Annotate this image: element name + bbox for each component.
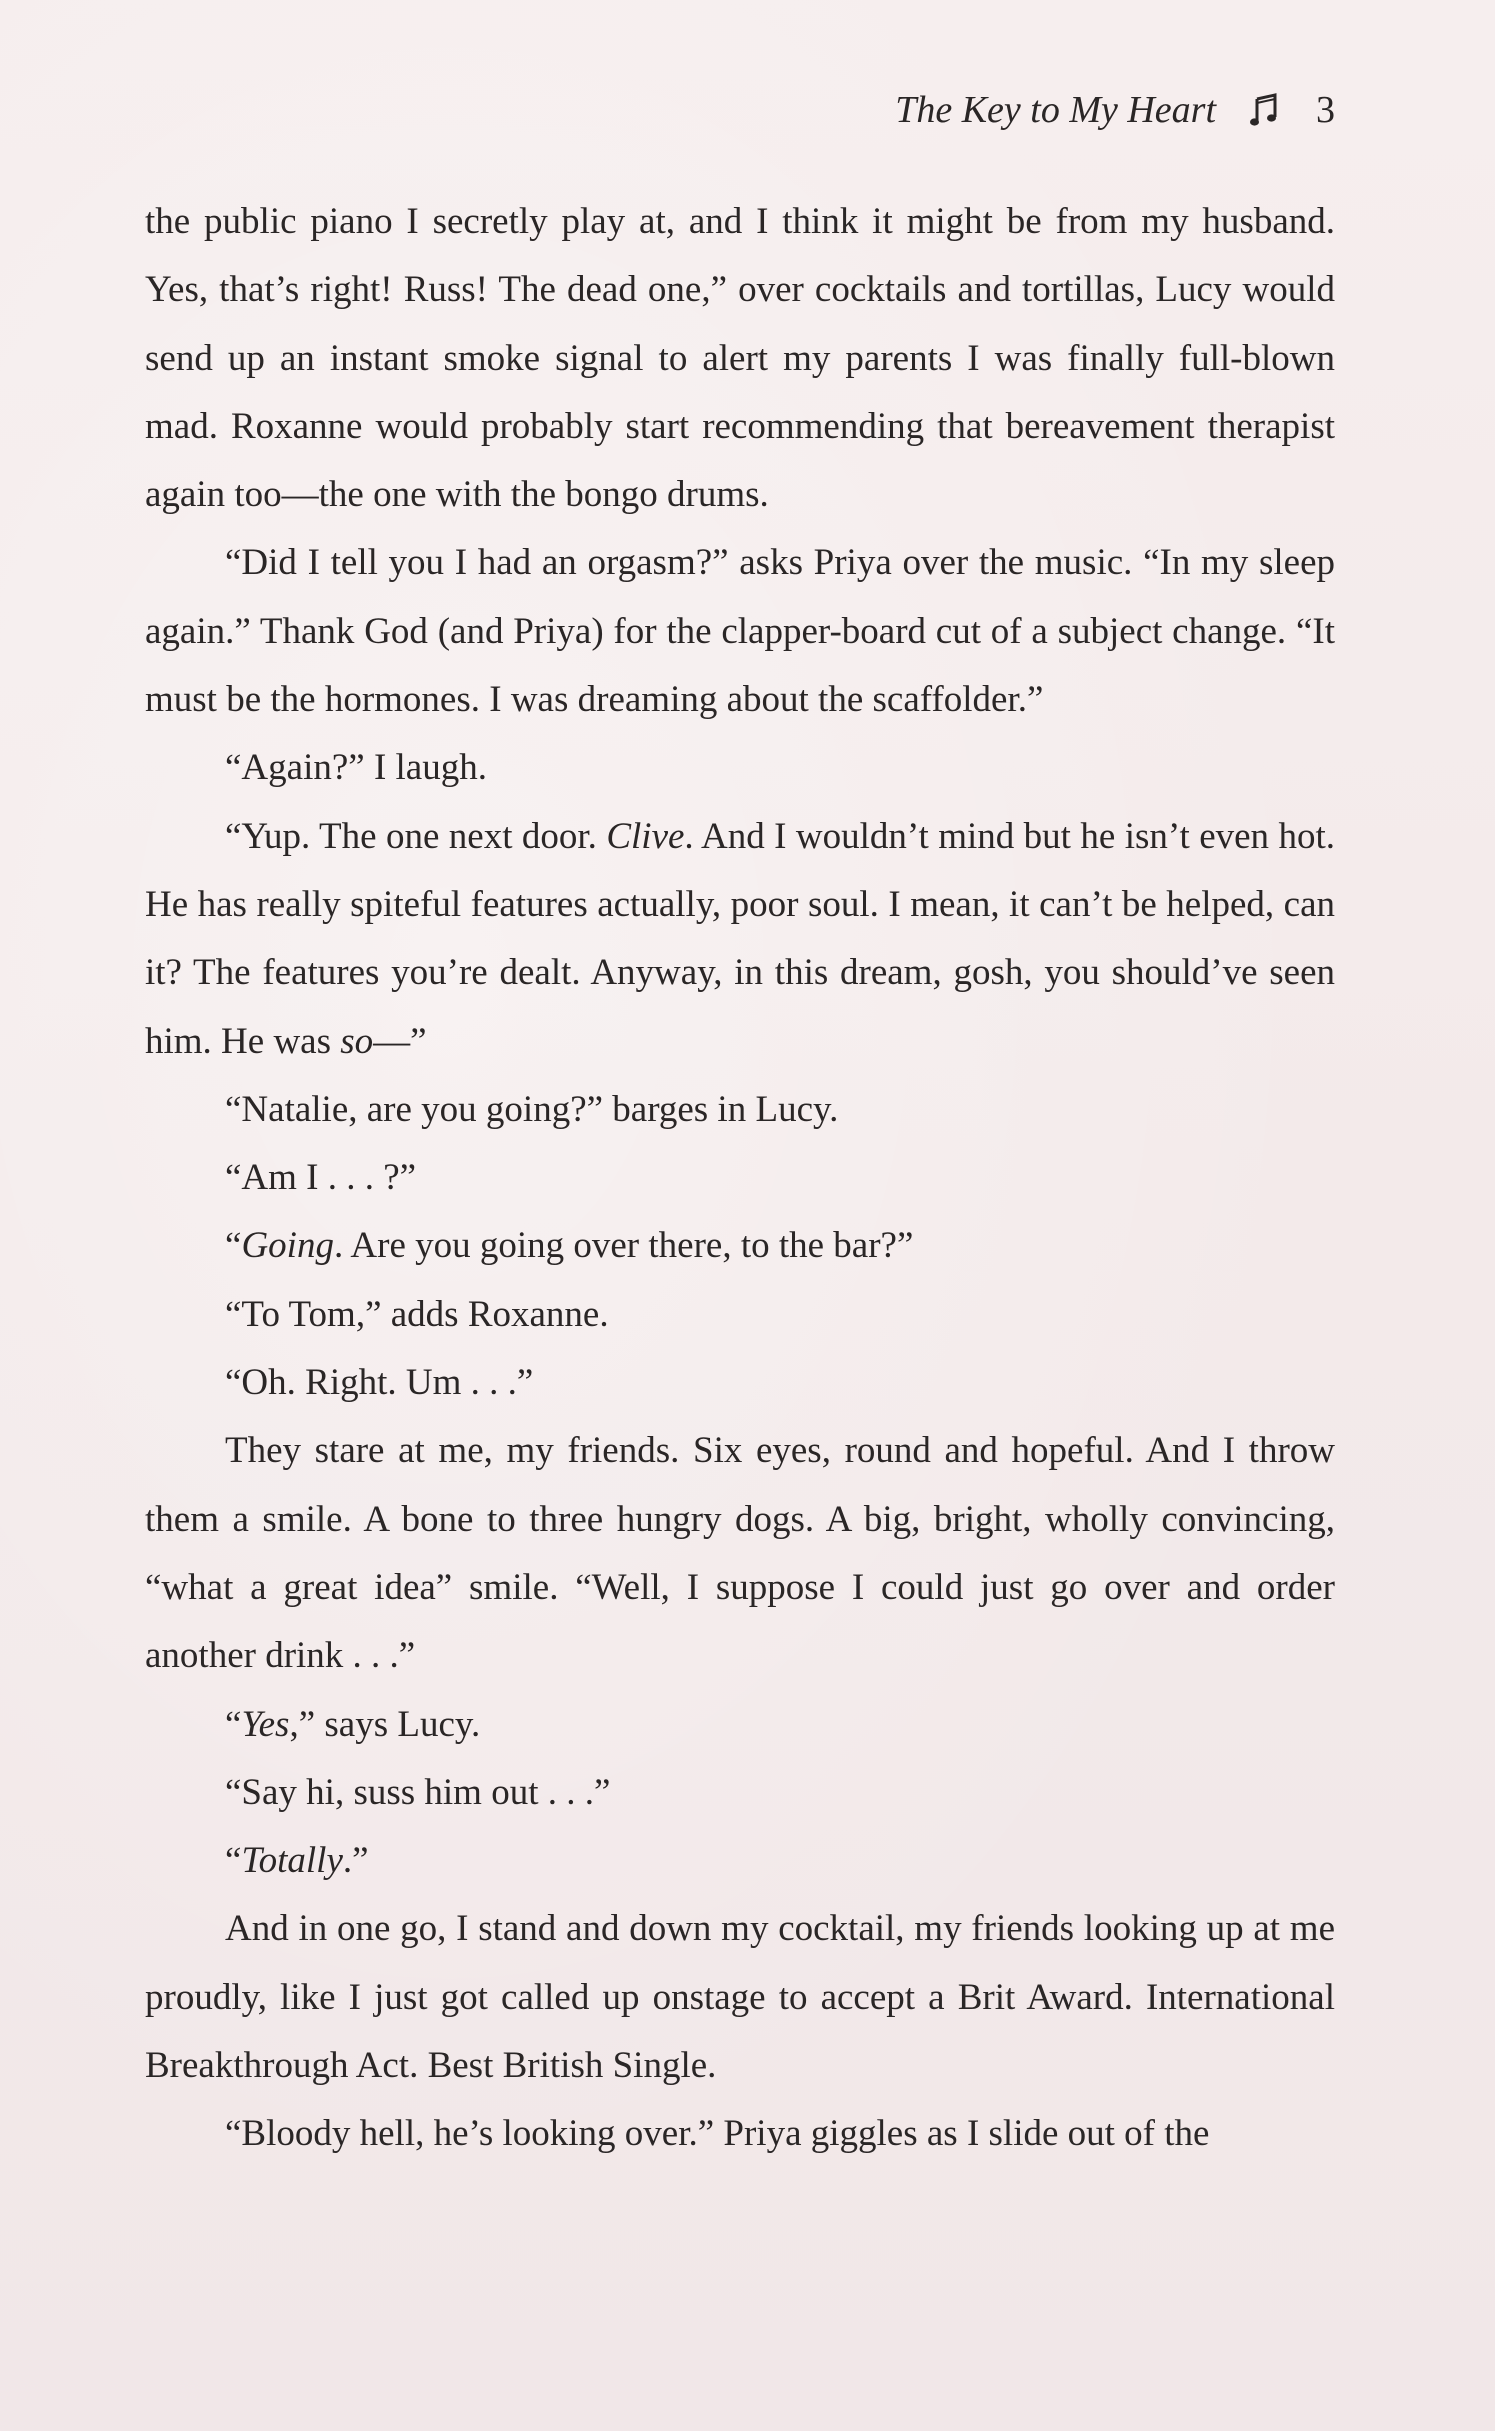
running-header (895, 88, 1335, 132)
text-run: . And I wouldn’t mind but he isn’t even hot. He has really spiteful features actually, poor soul. I mean, it can’t be helped, can it? The features you’re dealt. Anyway, in this dream, gosh, you should’ve seen him. He was (145, 815, 1335, 1062)
body-text (145, 188, 1335, 2169)
text-run: ,” says Lucy. (289, 1703, 481, 1745)
text-run: “ (225, 1703, 242, 1745)
paragraph (145, 1076, 1335, 1144)
italic-text: Clive (606, 815, 685, 857)
text-run: “Am I . . . ?” (225, 1157, 417, 1199)
paragraph (145, 734, 1335, 802)
text-run: —” (373, 1020, 427, 1062)
text-run: “Again?” I laugh. (225, 747, 487, 789)
text-run: .” (342, 1840, 369, 1882)
text-run: “Say hi, suss him out . . .” (225, 1771, 611, 1813)
paragraph (145, 1691, 1335, 1759)
text-run: “Did I tell you I had an orgasm?” asks Priya over the music. “In my sleep again.” Thank God (and Priya) for the clapper-board cut of a subject change. “It must be the hormones. I was dreaming about the scaffolder.” (145, 542, 1335, 721)
paragraph (145, 803, 1335, 1076)
paragraph (145, 1417, 1335, 1690)
paragraph (145, 1349, 1335, 1417)
paragraph (145, 1212, 1335, 1280)
text-run: “ (225, 1225, 242, 1267)
page-number: 3 (1316, 89, 1335, 131)
paragraph (145, 1827, 1335, 1895)
running-title: The Key to My Heart (895, 89, 1216, 131)
italic-text: Yes (241, 1703, 290, 1745)
paragraph (145, 1759, 1335, 1827)
italic-text: so (340, 1020, 374, 1062)
italic-text: Totally (241, 1840, 343, 1882)
italic-text: Going (241, 1225, 334, 1267)
text-run: “Oh. Right. Um . . .” (225, 1362, 534, 1404)
text-run: “To Tom,” adds Roxanne. (225, 1293, 609, 1335)
text-run: They stare at me, my friends. Six eyes, round and hopeful. And I throw them a smile. A bone to three hungry dogs. A big, bright, wholly convincing, “what a great idea” smile. “Well, I suppose I could just go over and order another drink . . .” (145, 1430, 1335, 1677)
text-run: “ (225, 1840, 242, 1882)
paragraph (145, 1144, 1335, 1212)
text-run: “Natalie, are you going?” barges in Lucy. (225, 1088, 839, 1130)
text-run: And in one go, I stand and down my cocktail, my friends looking up at me proudly, like I just got called up onstage to accept a Brit Award. International Breakthrough Act. Best British Single. (145, 1908, 1335, 2087)
paragraph (145, 529, 1335, 734)
text-run: . Are you going over there, to the bar?” (333, 1225, 914, 1267)
paragraph (145, 1895, 1335, 2100)
paragraph (145, 2100, 1335, 2168)
paragraph (145, 188, 1335, 529)
text-run: “Yup. The one next door. (225, 815, 607, 857)
text-run: the public piano I secretly play at, and I think it might be from my husband. Yes, that’s right! Russ! The dead one,” over cocktails and tortillas, Lucy would send up an instant smoke signal to alert my parents I was finally full-blown mad. Roxanne would probably start recommending that bereavement therapist again too—the one with the bongo drums. (145, 201, 1335, 516)
text-run: “Bloody hell, he’s looking over.” Priya giggles as I slide out of the (225, 2113, 1210, 2155)
paragraph (145, 1281, 1335, 1349)
music-note-icon (1250, 93, 1278, 127)
